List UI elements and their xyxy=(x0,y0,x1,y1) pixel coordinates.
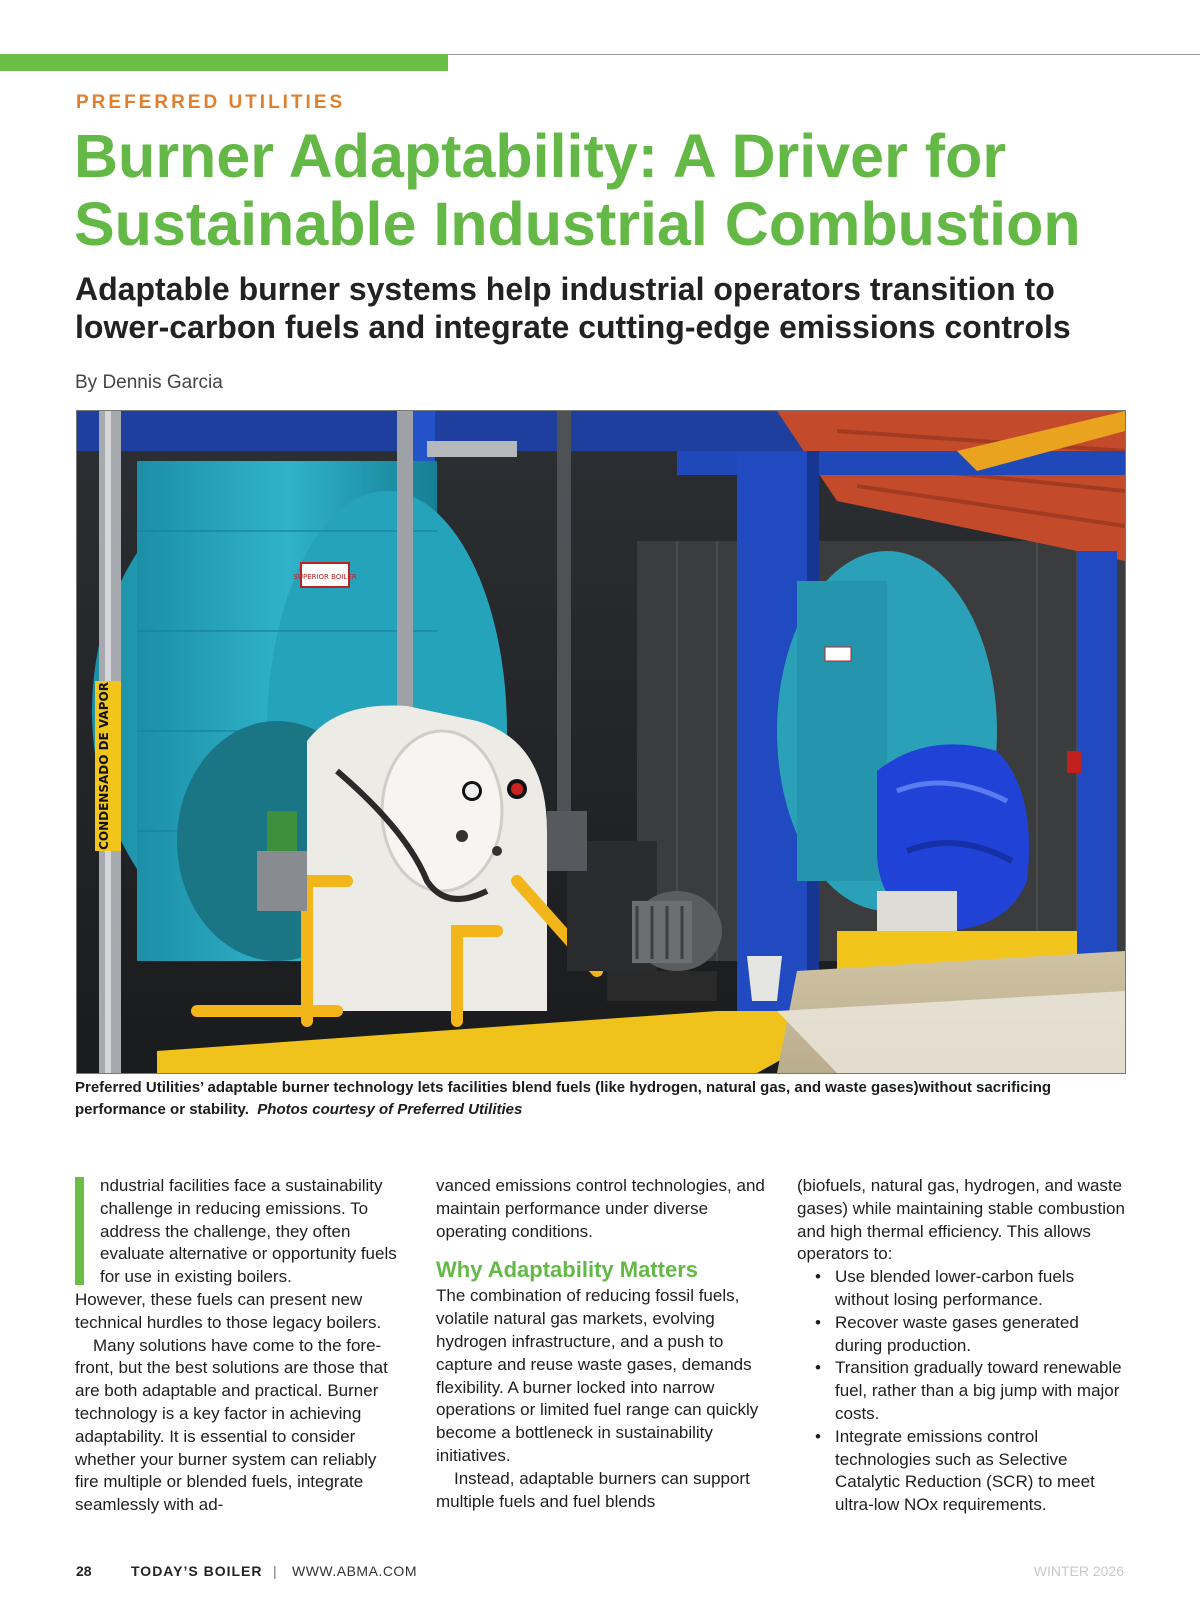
top-accent-bar xyxy=(0,54,448,71)
article-column-1 xyxy=(75,1175,397,1517)
paragraph-flexibility: The combination of reducing fossil fuels, volatile natural gas markets, evolving hydrogen infrastructure, and a push to capture and reuse waste gases, demands flexibility. A burner locked into narrow operations or limited fuel range can quickly become a bottleneck in sustainability initiatives. xyxy=(436,1286,759,1465)
article-column-3 xyxy=(797,1175,1127,1517)
article-deck: Adaptable burner systems help industrial operators transition to lower-carbon fuels and integrate cutting-edge emissions controls xyxy=(75,271,1071,345)
list-item: • Integrate emissions control technologies such as Selective Catalytic Reduction (SCR) to meet ultra-low NOx requirements. xyxy=(815,1426,1095,1515)
paragraph-intro-end: However, these fuels can present new technical hurdles to those legacy boilers. xyxy=(75,1289,382,1332)
article-column-2 xyxy=(436,1175,766,1513)
boiler-room-photo xyxy=(76,410,1126,1074)
footer-separator: | xyxy=(273,1563,277,1579)
article-headline: Burner Adaptability: A Driver for Sustainable Industrial Combustion xyxy=(74,122,1081,258)
list-item: • Recover waste gases generated during production. xyxy=(815,1312,1079,1355)
paragraph-solutions-continued: vanced emissions control technologies, and maintain performance under diverse operating conditions. xyxy=(436,1176,765,1241)
magazine-name: TODAY’S BOILER xyxy=(131,1563,263,1579)
page-number: 28 xyxy=(76,1563,92,1579)
issue-date: WINTER 2026 xyxy=(1033,1563,1124,1579)
section-label: PREFERRED UTILITIES xyxy=(76,92,346,113)
byline: By Dennis Garcia xyxy=(75,372,223,393)
paragraph-instead: Instead, adaptable burners can support multiple fuels and fuel blends xyxy=(436,1468,750,1511)
paragraph-solutions: Many solutions have come to the fore-front, but the best solutions are those that are both adaptable and practical. Burner technology is a key factor in achieving adaptability. It is essential to consider whether your burner system can reliably fire multiple or blended fuels, integrate seamlessly with ad- xyxy=(75,1335,388,1515)
benefits-list xyxy=(797,1266,1127,1517)
subhead-why-adaptability: Why Adaptability Matters xyxy=(436,1257,698,1283)
boiler-badge: SUPERIOR BOILER xyxy=(293,573,357,581)
list-item: • Use blended lower-carbon fuels without losing performance. xyxy=(815,1267,1075,1309)
list-item: • Transition gradually toward renewable fuel, rather than a big jump with major costs. xyxy=(815,1358,1122,1423)
caption-text: Preferred Utilities’ adaptable burner technology lets facilities blend fuels (like hydrogen, natural gas, and waste gases)without sacrificing performance or stability. xyxy=(75,1079,1052,1118)
top-rule xyxy=(448,54,1200,55)
pipe-label: CONDENSADO DE VAPOR xyxy=(97,682,111,850)
drop-cap-i xyxy=(75,1177,84,1285)
photo-credit: Photos courtesy of Preferred Utilities xyxy=(257,1101,523,1118)
photo-caption xyxy=(75,1077,1135,1121)
website-link[interactable]: WWW.ABMA.COM xyxy=(292,1563,417,1579)
paragraph-fuels-continued: (biofuels, natural gas, hydrogen, and waste gases) while maintaining stable combustion and high thermal efficiency. This allows operators to: xyxy=(797,1176,1125,1264)
paragraph-intro-start: ndustrial facilities face a sustainability challenge in reducing emissions. To address the challenge, they often evaluate alternative or opportunity fuels for use in existing boilers. xyxy=(100,1176,397,1287)
